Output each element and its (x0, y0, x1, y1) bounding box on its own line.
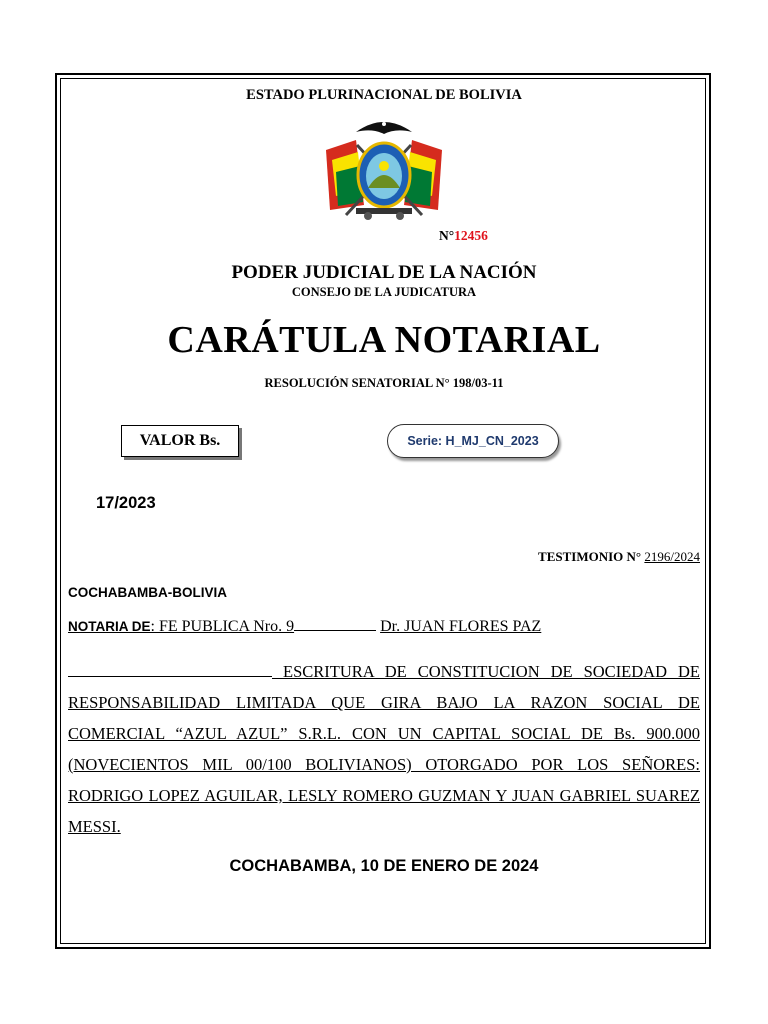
testimonio-line (538, 549, 700, 565)
country-heading: ESTADO PLURINACIONAL DE BOLIVIA (246, 87, 522, 103)
deed-description (68, 656, 700, 842)
document-title: CARÁTULA NOTARIAL (167, 319, 601, 361)
notaria-label: NOTARIA DE (68, 619, 151, 634)
institution-subtitle: CONSEJO DE LA JUDICATURA (291, 285, 477, 299)
deed-lead-blank (68, 664, 272, 677)
resolution-line: RESOLUCIÓN SENATORIAL N° 198/03-11 (264, 376, 504, 390)
reference-number: 17/2023 (96, 494, 156, 512)
number-value: 12456 (454, 228, 488, 243)
city-line: COCHABAMBA-BOLIVIA (68, 585, 227, 600)
notaria-line (68, 618, 541, 636)
notaria-blank (294, 618, 376, 631)
institution-title: PODER JUDICIAL DE LA NACIÓN (231, 262, 537, 283)
bolivia-coat-of-arms-icon (316, 110, 452, 230)
deed-text: ESCRITURA DE CONSTITUCION DE SOCIEDAD DE RESPONSABILIDAD LIMITADA QUE GIRA BAJO LA RAZON SOCIAL DE COMERCIAL “AZUL AZUL” S.R.L. CON UN CAPITAL SOCIAL DE Bs. 900.000 (NOVECIENTOS MIL 00/100 BOLIVIANOS) OTORGADO POR LOS SEÑORES: RODRIGO LOPEZ AGUILAR, LESLY ROMERO GUZMAN Y JUAN GABRIEL SUAREZ MESSI. (68, 662, 700, 836)
notary-name: Dr. JUAN FLORES PAZ (380, 618, 542, 635)
testimonio-label: TESTIMONIO N° (538, 549, 642, 564)
serie-badge: Serie: H_MJ_CN_2023 (387, 424, 559, 458)
document-number (439, 228, 488, 244)
notaria-value: : FE PUBLICA Nro. 9 (150, 618, 295, 635)
valor-box: VALOR Bs. (121, 425, 239, 457)
date-line: COCHABAMBA, 10 DE ENERO DE 2024 (229, 857, 539, 875)
testimonio-value: 2196/2024 (644, 549, 700, 564)
number-prefix: N° (439, 228, 455, 243)
